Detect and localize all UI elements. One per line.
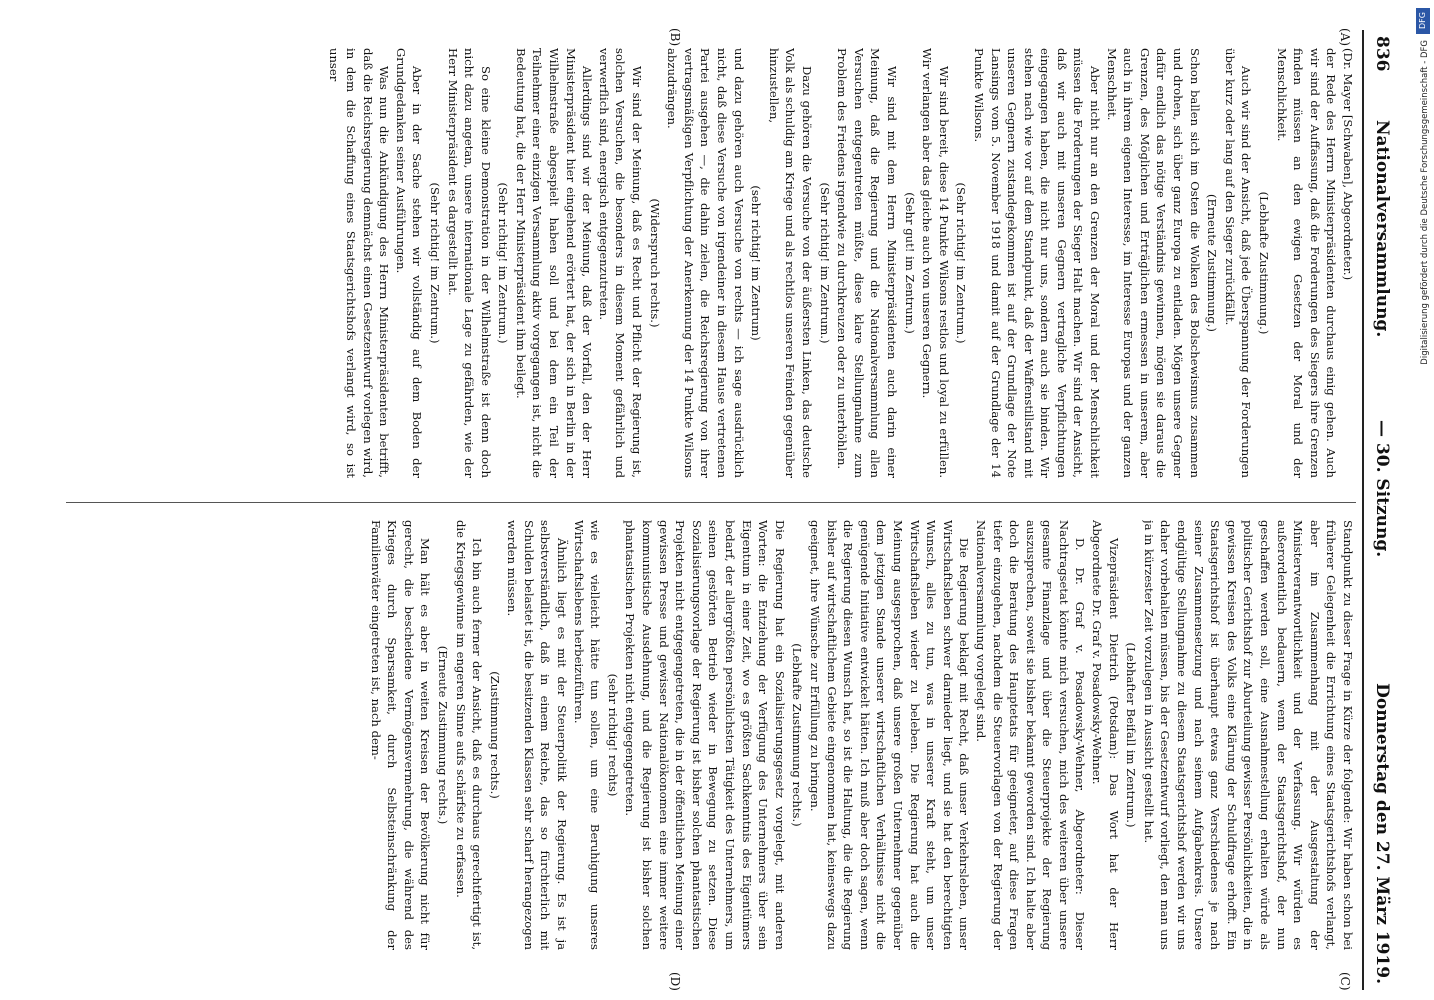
paragraph: Aber nicht nur an den Grenzen der Moral und der Menschlichkeit müssen die Forderungen der Sieger Halt machen. Wir sind der Ansicht, daß wir auch mit unseren Gegnern vertragliche Verpflichtungen eingegangen haben, die nicht nur uns, sondern auch sie binden. Wir stehen nach wie vor auf dem Standpunkt, daß der Waffenstillstand mit unseren Gegnern zustandegekommen ist auf der Grundlage der Note Lansings vom 5. November 1918 und damit auf der Grundlage der 14 Punkte Wilsons. bbox=[971, 48, 1103, 478]
scanned-page bbox=[60, 30, 1400, 990]
interjection: (Lebhafte Zustimmung rechts.) bbox=[790, 643, 805, 827]
paragraph: Allerdings sind wir der Meinung, daß der Vorfall, den der Herr Ministerpräsident hier eingehend erörtert hat, der sich in Berlin in der Wilhelmstraße abgespielt haben soll und bei dem ein Teil der Teilnehmer einer einzigen Versammlung aktiv vorgegangen ist, nicht die Bedeutung hat, die der Herr Ministerpräsident ihm beilegt. bbox=[513, 48, 595, 478]
text-column-right bbox=[66, 520, 1356, 950]
interjection: (sehr richtig! rechts) bbox=[605, 673, 620, 797]
margin-mark-a: (A) bbox=[1338, 28, 1352, 47]
header-session: — 30. Sitzung. bbox=[1372, 420, 1392, 558]
paragraph: Was nun die Ankündigung des Herrn Ministerpräsidenten betrifft, daß die Reichsregierung demnächst einen Gesetzentwurf vorlegen wird, in dem die Schaffung eines Staatsgerichtshofs verlangt wird, so ist unser bbox=[327, 48, 392, 478]
interjection: (Erneute Zustimmung rechts.) bbox=[435, 645, 450, 825]
margin-mark-d: (D) bbox=[668, 972, 682, 991]
paragraph: Standpunkt zu dieser Frage in Kürze der folgende: Wir haben schon bei früherer Gelegenheit die Errichtung eines Staatsgerichtshofs verlangt, aber im Zusammenhang mit der Ausgestaltung der Ministerverantwortlichkeit und der Verfassung. Wir würden es außerordentlich bedauern, wenn der Staatsgerichtshof, der nun geschaffen werden soll, eine Ausnahmestellung erhalten würde als politischer Gerichtshof zur Aburteilung gewisser Persönlichkeiten, die in gewissen Kreisen des Volks eine Klärung der Schuldfrage erhofft. Ein Staatsgerichtshof ist überhaupt etwas ganz Verschiedenes je nach seiner Zusammensetzung und nach seinem Aufgabenkreis. Unsere endgültige Stellungnahme zu diesem Staatsgerichtshof werden wir uns daher vorbehalten müssen, bis der Gesetzentwurf vorliegt, den man uns ja in kürzester Zeit vorzulegen in Aussicht gestellt hat. bbox=[1141, 520, 1355, 950]
paragraph: Dazu gehören die Versuche von der äußersten Linken, das deutsche Volk als schuldig am Kriege und als rechtlos unseren Feinden gegenüber hinzustellen, bbox=[766, 48, 814, 478]
header-title: Nationalversammlung. bbox=[1372, 120, 1392, 338]
paragraph: der Rede des Herrn Ministerpräsidenten durchaus einig gehen. Auch wir sind der Auffassung, daß die Forderungen des Siegers ihre Grenzen finden müssen an den ewigen Gesetzen der Moral und der Menschlichkeit. bbox=[1274, 48, 1339, 478]
paragraph: Ähnlich liegt es mit der Steuerpolitik der Regierung. Es ist ja selbstverständlich, daß in einem Reiche, das so fürchterlich mit Schulden belastet ist, die besitzenden Klassen sehr scharf herangezogen werden müssen. bbox=[505, 520, 570, 950]
paragraph: Wir sind der Meinung, daß es Recht und Pflicht der Regierung ist, solchen Versuchen, die besonders in diesem Moment gefährlich und verwerflich sind, energisch entgegenzutreten. bbox=[596, 48, 645, 478]
header-date: Donnerstag den 27. März 1919. bbox=[1372, 683, 1392, 984]
interjection: (Sehr richtig! im Zentrum.) bbox=[427, 182, 442, 344]
paragraph: Man hält es aber in weiten Kreisen der Bevölkerung nicht für gerecht, die bescheidene Vermögensvermehrung, die während des Krieges durch Sparsamkeit, durch Selbsteinschränkung der Familienväter eingetreten ist, nach dem- bbox=[368, 520, 433, 950]
paragraph: Vizepräsident Dietrich (Potsdam): Das Wort hat der Herr Abgeordnete Dr. Graf v. Posadowsky-Wehner. bbox=[1090, 520, 1121, 950]
interjection: (Widerspruch rechts.) bbox=[647, 198, 662, 328]
interjection: (Zustimmung rechts.) bbox=[487, 671, 502, 799]
interjection: (Sehr gut! im Zentrum.) bbox=[902, 192, 917, 334]
interjection: (Sehr richtig! im Zentrum.) bbox=[496, 182, 511, 344]
paragraph: Aber in der Sache stehen wir vollständig auf dem Boden der Grundgedanken seiner Ausführungen. bbox=[393, 48, 425, 478]
paragraph: Auch wir sind der Ansicht, daß jede Überspannung der Forderungen über kurz oder lang auf den Sieger zurückfällt. bbox=[1222, 48, 1254, 478]
margin-mark-b: (B) bbox=[668, 28, 682, 47]
paragraph: Schon ballen sich im Osten die Wolken des Bolschewismus zusammen und drohen, sich über ganz Europa zu entladen. Mögen unsere Gegner dafür endlich das nötige Verständnis gewinnen, mögen sie daraus die Grenzen, des Möglichen und Erträglichen ermessen in unserem, aber auch in ihrem eigenen Interesse, im Interesse Europas und der ganzen Menschheit. bbox=[1104, 48, 1202, 478]
interjection: (Sehr richtig! im Zentrum.) bbox=[954, 182, 969, 344]
interjection: (sehr richtig! im Zentrum) bbox=[749, 185, 764, 341]
paragraph: (Dr. Mayer [Schwaben], Abgeordneter.) bbox=[1341, 48, 1355, 281]
margin-mark-c: (C) bbox=[1338, 972, 1352, 991]
running-header bbox=[1362, 30, 1400, 990]
column-divider bbox=[66, 502, 1356, 503]
paragraph: So eine kleine Demonstration in der Wilhelmstraße ist denn doch nicht dazu angetan, unsere internationale Lage zu gefährden, wie der Herr Ministerpräsident es dargestellt hat. bbox=[445, 48, 493, 478]
digitization-credit: Digitalisierung gefördert durch die Deutsche Forschungsgemeinschaft - DFG bbox=[1420, 40, 1430, 365]
interjection: (Lebhafter Beifall im Zentrum.) bbox=[1124, 642, 1139, 828]
paragraph: D. Dr. Graf v. Posadowsky-Wehner, Abgeordneter: Dieser Nachtragsetat könnte mich versuchen, mich des weiteren über unsere gesamte Finanzlage und über die Steuerprojekte der Regierung auszusprechen, soweit sie bisher bekannt geworden sind. Ich halte aber doch die Beratung des Hauptetats für geeigneter, auf diese Fragen tiefer einzugehen, nachdem die Steuervorlagen von der Regierung der Nationalversammlung vorgelegt sind. bbox=[973, 520, 1088, 950]
paragraph: und dazu gehören auch Versuche von rechts — ich sage ausdrücklich nicht, daß diese Versuche von irgendeiner in diesem Hause vertretenen Partei ausgehen —, die dahin zielen, die Reichsregierung von ihrer vertragsmäßigen Verpflichtung der Anerkennung der 14 Punkte Wilsons abzudrängen. bbox=[665, 48, 746, 478]
page-number: 836 bbox=[1372, 36, 1392, 72]
interjection: (Erneute Zustimmung.) bbox=[1205, 194, 1220, 332]
paragraph: Wir sind mit dem Herrn Ministerpräsidenten auch darin einer Meinung, daß die Regierung und die Nationalversammlung allen Versuchen entgegentreten müßte, diese klare Stellungnahme zum Problem des Friedens irgendwie zu durchkreuzen oder zu unterhöhlen. bbox=[835, 48, 899, 478]
rotated-page-content bbox=[60, 30, 1400, 990]
paragraph: Ich bin auch ferner der Ansicht, daß es durchaus gerechtfertigt ist, die Kriegsgewinne im engeren Sinne aufs schärfste zu erfassen. bbox=[453, 520, 485, 950]
paragraph: wie es vielleicht hätte tun sollen, um eine Beruhigung unseres Wirtschaftslebens herbeizuführen. bbox=[571, 520, 603, 950]
paragraph: Die Regierung beklagt mit Recht, daß unser Verkehrsleben, unser Wirtschaftsleben schwer darnieder liegt, und sie hat den berechtigten Wunsch, alles zu tun, was in unserer Kraft steht, um unser Wirtschaftsleben wieder zu beleben. Die Regierung hat auch die Meinung ausgesprochen, daß unsere großen Unternehmer gegenüber dem jetzigen Stande unserer wirtschaftlichen Verhältnisse nicht die genügende Initiative entwickelt hätten. Ich muß aber doch sagen, wenn die Regierung diesen Wunsch hat, so ist die Haltung, die die Regierung bisher auf wirtschaftlichem Gebiete eingenommen hat, keineswegs dazu geeignet, ihre Wünsche zur Erfüllung zu bringen. bbox=[808, 520, 972, 950]
dfg-logo: DFG bbox=[1416, 8, 1430, 34]
text-column-left bbox=[66, 48, 1356, 478]
paragraph: Die Regierung hat ein Sozialisierungsgesetz vorgelegt, mit anderen Worten: die Entziehung der Verfügung des Unternehmers über sein Eigentum in einer Zeit, wo es größten Sachkenntnis des Eigentümers bedarf, der allergrößten persönlichsten Tätigkeit des Unternehmers, um seinen gestörten Betrieb wieder in Bewegung zu setzen. Diese Sozialisierungsvorlage der Regierung ist bisher solchen phantastischen Projekten nicht entgegengetreten, die in der öffentlichen Meinung einer gewissen Presse und gewisser Nationalökonomen eine immer weitere kommunistische Ausdehnung, und die Regierung ist bisher solchen phantastischen Projekten nicht entgegengetreten. bbox=[623, 520, 787, 950]
paragraph: Wir sind bereit, diese 14 Punkte Wilsons restlos und loyal zu erfüllen. Wir verlangen aber das gleiche auch von unseren Gegnern. bbox=[920, 48, 951, 478]
interjection: (Lebhafte Zustimmung.) bbox=[1257, 191, 1272, 335]
interjection: (Sehr richtig! im Zentrum.) bbox=[817, 182, 832, 344]
